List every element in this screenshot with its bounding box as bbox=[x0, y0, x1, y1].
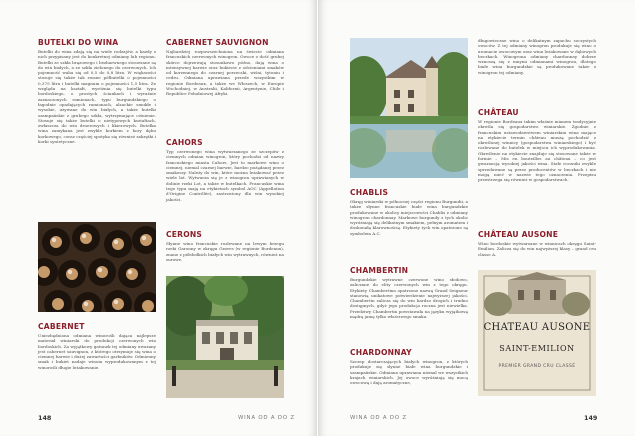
entry-text: Okręg winiarski w północnej części regionu Burgundii, a także słynne francuskie białe wina burgundzkie produkowane w okolicy miejscowości Chablis z odmiany winogron chardonnay. Markowe burgundy z tych okolic wyróżniają się delikatnym smakiem, pełnym aromatem i doskonałą klarownością. Etykiety tych win opatrzone są symbolem A.C. bbox=[350, 199, 468, 236]
entry-cahors bbox=[166, 138, 284, 202]
entry-text: Butelki do wina zdają się na wiele rodzajów, a każdy z nich przypisany jest do konkretnej odmiany lub regionu. Butelki ze szkła brązowego i bezbarwnego stosowane są do win białych, a ze szkła zielonego do czerwonych. Ich pojemność waha się od 0,5 do 0,8 litra. W większości stosuje się także tak zwane półbutelki o pojemności 0,375 litra i butelki magnum o pojemności 1,5 litra. Ze względu na kształt, wyróżnia się butelki typu bordoskiego, o prostych ściankach i wyraźnie zaznaczonych ramionach, typu burgundzkiego o łagodnie opadających ramionach, alzackie smukłe i wysokie, używane do win białych, a także butelki szampańskie z grubego szkła, wytrzymujące ciśnienie. Stosuje się także butelki o nietypowych kształtach, zwłaszcza do win deserowych i likierowych. Butelka wina zamykana jest zwykle korkiem z kory dębu korkowego, coraz częściej spotyka się również zakrętki i korki syntetyczne. bbox=[38, 49, 156, 145]
wine-label-photo bbox=[478, 270, 596, 396]
entry-text: Wino bordoskie wytwarzane w winnicach okręgu Saint-Emilion. Zalicza się do win najwyższej klasy – grand cru classe A. bbox=[478, 241, 596, 257]
entry-title: CAHORS bbox=[166, 138, 203, 147]
entry-cabernet-sauvignon bbox=[166, 38, 284, 97]
entry-title: CABERNET SAUVIGNON bbox=[166, 38, 269, 47]
label-line-3: PREMIER GRAND CRU CLASSÉ bbox=[498, 364, 576, 369]
entry-title: CHARDONNAY bbox=[350, 348, 412, 357]
entry-title: CABERNET bbox=[38, 322, 85, 331]
entry-chambertin bbox=[350, 266, 468, 319]
entry-chardonnay bbox=[350, 348, 468, 385]
entry-title: CERONS bbox=[166, 230, 203, 239]
entry-title: BUTELKI DO WINA bbox=[38, 38, 119, 47]
page-number-right: 149 bbox=[584, 414, 598, 422]
wine-bottles-photo bbox=[38, 222, 156, 312]
label-line-1: CHATEAU AUSONE bbox=[483, 322, 591, 333]
left-page bbox=[0, 0, 317, 436]
entry-text: W regionie Bordeaux takim właśnie mianem tradycyjnie określa się gospodarstwo winiarskie. Zgodnie z francuskim ustawodawstwem winiarskim wina mające na etykiecie termin château muszą pochodzić z określonej winnicy (gospodarstwa winiarskiego) i być rozlewane do butelek w miejscu ich wyprodukowania. Określenie na etykiecie znajduje się stosowane także w formie – Mis en bouteilles au château – co jest gwarancją wysokiej jakości wina. Stałe roczniki zwykle sprzedawane są przez producentów w beczkach i nie mogą mieć w nazwie tego oznaczenia. Przepisu przestrzega się również w gospodarstwach. bbox=[478, 119, 596, 183]
entry-text: długowieczne wino o delikatnym zapachu soczystych owoców. Z tej odmiany winogron produkuje się wino o aromacie owocowym oraz wina leżakowane w dębowych beczkach. Winogrona odmiany chardonnay dobrze wznoszą się z innymi odmianami winogron, dlatego białe wina burgundzkie są produkowane także z winogron tej odmiany. bbox=[478, 38, 596, 75]
entry-title: CHAMBERTIN bbox=[350, 266, 409, 275]
entry-text: Burgundzkie wytrawne czerwone wino słodowo, zaliczane do elity czerwonych win z tego okręgu. Etykiety Chambertina opatrzone nazwą Grand Seigneur stanowią unikatowe potwierdzenie najwyższej jakości. Chambertin zalicza się do win bardzo drogich i trudno dostępnych, gdyż jego produkcja roczna jest niewielka. Przedziwy Chambertin powstawała na języku wyjątkową mądrą jamę tylko właściwego smaku. bbox=[350, 277, 468, 320]
entry-butelki bbox=[38, 38, 156, 144]
right-page bbox=[318, 0, 635, 436]
entry-chardonnay-continued bbox=[478, 38, 596, 75]
label-line-2: SAINT-EMILION bbox=[499, 344, 575, 353]
entry-title: CHÂTEAU bbox=[478, 108, 519, 117]
entry-text: Uniezbędniona odmiana winorośli dająca najlepsze materiał winiarski do produkcji czerwonych win bordoskich. Za wyjątkowy gatunek tej odmiany uważany jest cabernet sauvignon, z którego otrzymuje się wina o ciemnej barwie i dużej zawartości garbników. Odmienny smak i bukiet nadaje winom wyprodukowanym z tej winorośli długie leżakowanie. bbox=[38, 333, 156, 370]
entry-cerons bbox=[166, 230, 284, 262]
entry-title: CHABLIS bbox=[350, 188, 389, 197]
castle-lake-photo bbox=[350, 38, 468, 178]
entry-chablis bbox=[350, 188, 468, 236]
entry-chateau-ausone bbox=[478, 230, 596, 257]
running-footer-right: WINA OD A DO Z bbox=[350, 415, 407, 421]
entry-text: Szczep dostarczających białych winogron, z których produkuje się słynne białe wina burgundzkie i szampańskie. Odmiana uprawiana niemal we wszystkich krajach winiarskich. Jej owoce wyróżniają się mocą owocową i dają aromatyczne, bbox=[350, 359, 468, 386]
chateau-garden-photo bbox=[166, 276, 284, 398]
page-number-left: 148 bbox=[38, 414, 52, 422]
entry-text: Słynne wino francuskie rozlewane na lewym brzegu rzeki Garonny w okręgu Graves (w regionie Bordeaux), znane z półsłodkich białych win wytrawnych, również na surowe. bbox=[166, 241, 284, 262]
entry-text: Typ czerwonego wina wytwarzanego ze szczepów z ciemnych odmian winogron, który pochodzi od nazwy francuskiego miasta Cahors. Jest to markowe wino o ciemnej, niemal czarnej barwie, bardzo pożądanej przez smakoszy. Należy do win, które można leżakować przez wiele lat. Wytwarza się je z winogron uprawianych w dolinie rzeki Lot, a także w butelkach. Francuskie wina tego typu mają na etykietach symbol AOC (Appellation d'Origine Contrôlée), zastrzeżony dla win wysokiej jakości. bbox=[166, 149, 284, 202]
entry-cabernet bbox=[38, 322, 156, 370]
entry-title: CHÂTEAU AUSONE bbox=[478, 230, 559, 239]
entry-chateau bbox=[478, 108, 596, 183]
running-footer-left: WINA OD A DO Z bbox=[238, 415, 295, 421]
entry-text: Najbardziej rozpowszechniona na świecie odmiana francuskich czerwonych winogron. Owoce o dość grubej skórce dojrzewają stosunkowo późno, dają wina o intensywnej barwie oraz bukiecie z odcieniami smaków od korzennego do czarnej porzeczki, wiśni, tytoniu i cedru. Odmiana uprawiana przede wszystkim w regionie Bordeaux, a także we Włoszech, w Europie Wschodniej, w Australii, Kalifornii, Argentynie, Chile i Republice Południowej Afryki. bbox=[166, 49, 284, 97]
